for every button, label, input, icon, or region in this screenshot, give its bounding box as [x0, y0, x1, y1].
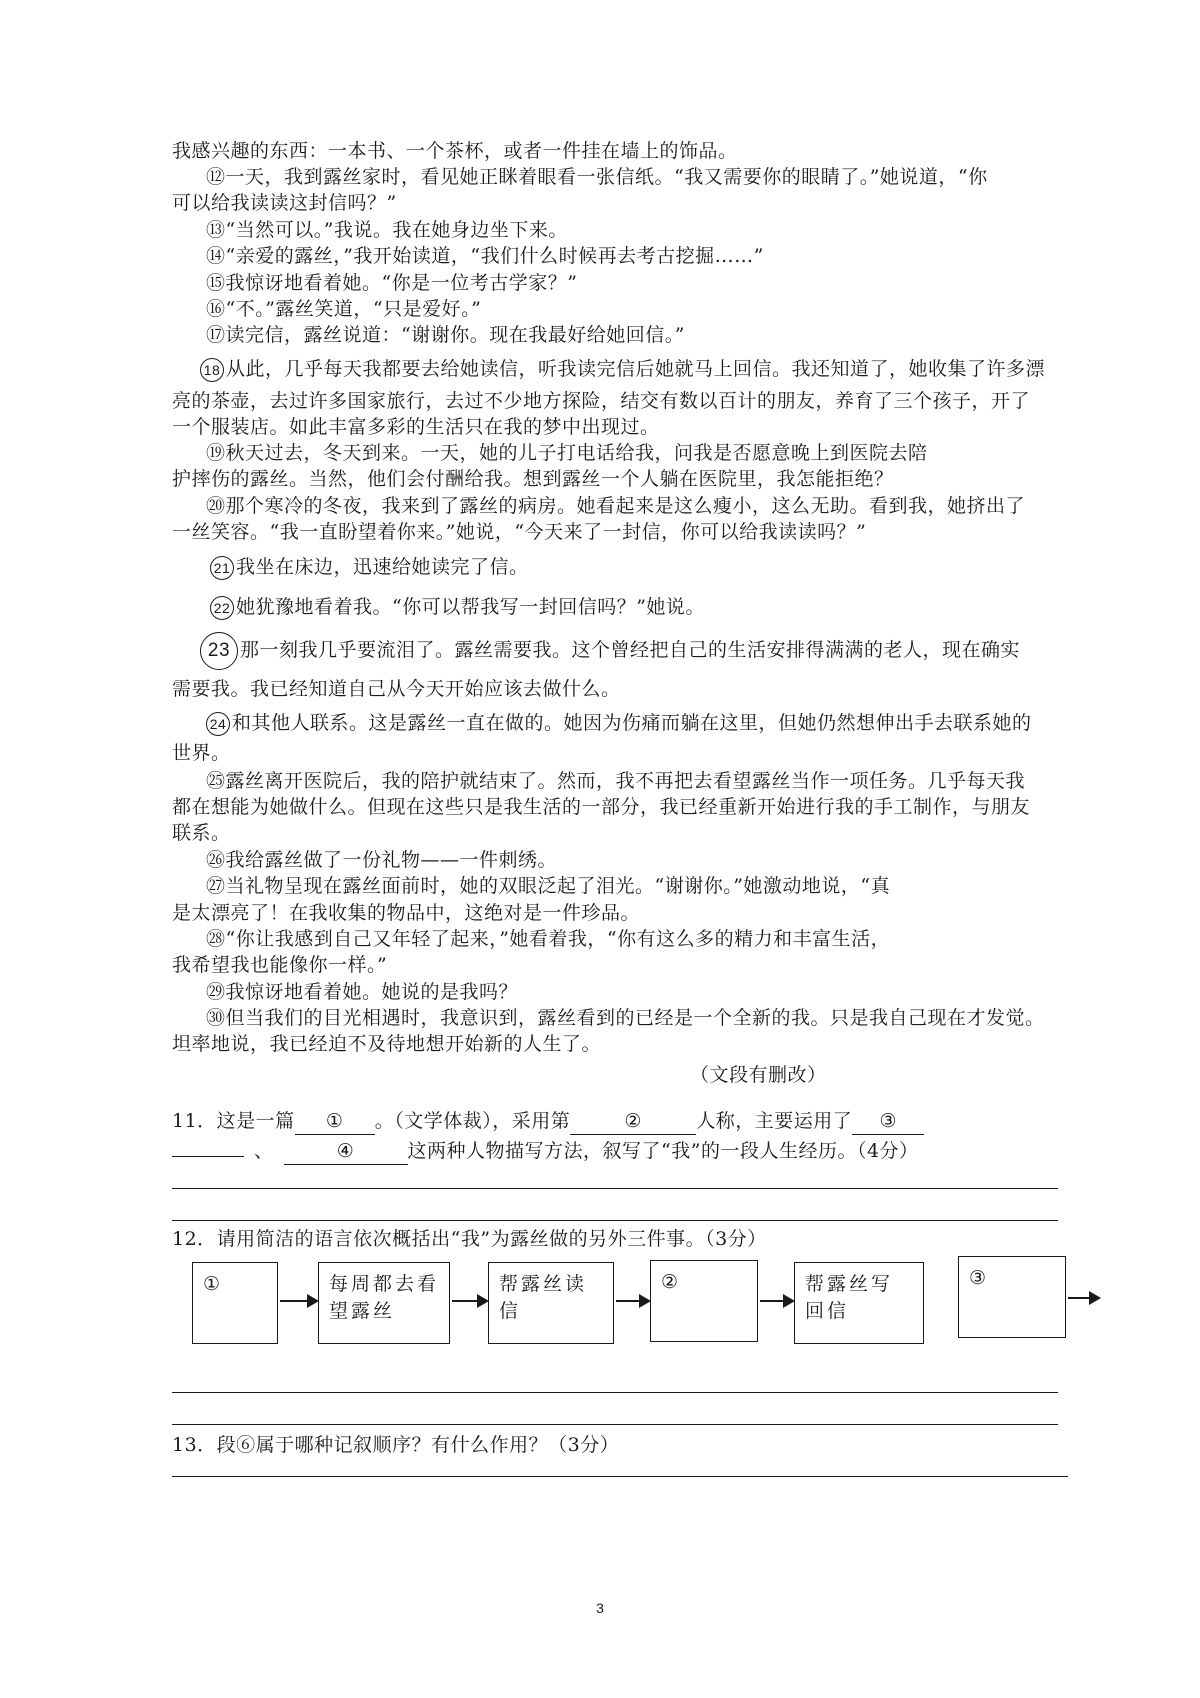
q11-text: 这两种人物描写方法，叙写了“我”的一段人生经历。（4分） [407, 1140, 919, 1162]
paragraph-18 [200, 356, 1045, 382]
flow-arrow [1068, 1297, 1098, 1299]
paragraph-12-cont: 可以给我读读这封信吗？” [172, 192, 397, 214]
question-13-title: 13．段⑥属于哪种记叙顺序？有什么作用？（3分） [172, 1434, 620, 1456]
paragraph-number-24: 24 [206, 712, 230, 736]
paragraph-29: ㉙我惊讶地看着她。她说的是我吗？ [206, 981, 519, 1003]
answer-line[interactable] [172, 1424, 1058, 1425]
paragraph-number-18: 18 [200, 358, 224, 382]
answer-blank-4[interactable]: ④ [284, 1138, 408, 1165]
paragraph-21 [210, 554, 529, 580]
question-11-cont [172, 1138, 919, 1165]
paragraph-16: ⑯“不。”露丝笑道，“只是爱好。” [206, 298, 482, 320]
paragraph-23-text: 那一刻我几乎要流泪了。露丝需要我。这个曾经把自己的生活安排得满满的老人，现在确实 [240, 639, 1021, 661]
flow-box-read: 帮露丝读信 [488, 1262, 614, 1344]
paragraph-18-text: 从此，几乎每天我都要去给她读信，听我读完信后她就马上回信。我还知道了，她收集了许多漂 [226, 358, 1046, 380]
paragraph-14: ⑭“亲爱的露丝，”我开始读道，“我们什么时候再去考古挖掘……” [206, 245, 764, 267]
paragraph-30-cont: 坦率地说，我已经迫不及待地想开始新的人生了。 [172, 1033, 602, 1055]
question-12-title: 12．请用简洁的语言依次概括出“我”为露丝做的另外三件事。（3分） [172, 1228, 767, 1250]
paragraph-23-cont: 需要我。我已经知道自己从今天开始应该去做什么。 [172, 678, 621, 700]
paragraph-26: ㉖我给露丝做了一份礼物——一件刺绣。 [206, 849, 558, 871]
answer-blank-2[interactable]: ② [570, 1108, 696, 1135]
paragraph-25: ㉕露丝离开医院后，我的陪护就结束了。然而，我不再把去看望露丝当作一项任务。几乎每天我 [206, 770, 1026, 792]
flow-box-blank-1[interactable]: ① [192, 1262, 278, 1344]
answer-blank-1[interactable]: ① [295, 1108, 375, 1135]
paragraph-24-cont: 世界。 [172, 742, 231, 764]
paragraph-number-23: 23 [200, 632, 238, 670]
answer-line[interactable] [172, 1188, 1058, 1189]
flow-box-write: 帮露丝写回信 [794, 1262, 924, 1344]
flow-arrow [616, 1300, 648, 1302]
paragraph-18-cont: 一个服装店。如此丰富多彩的生活只在我的梦中出现过。 [172, 416, 660, 438]
flow-arrow [452, 1300, 486, 1302]
paragraph-30: ㉚但当我们的目光相遇时，我意识到，露丝看到的已经是一个全新的我。只是我自己现在才发觉。 [206, 1007, 1045, 1029]
q11-text: 人称，主要运用了 [696, 1110, 853, 1132]
paragraph-28-cont: 我希望我也能像你一样。” [172, 954, 388, 976]
paragraph-19-cont: 护摔伤的露丝。当然，他们会付酬给我。想到露丝一个人躺在医院里，我怎能拒绝？ [172, 468, 894, 490]
q11-text: 11．这是一篇 [172, 1110, 295, 1132]
paragraph-18-cont: 亮的茶壶，去过许多国家旅行，去过不少地方探险，结交有数以百计的朋友，养育了三个孩子，开了 [172, 390, 1031, 412]
paragraph-12: ⑫一天，我到露丝家时，看见她正眯着眼看一张信纸。“我又需要你的眼睛了。”她说道，“你 [206, 166, 988, 188]
paragraph-24-text: 和其他人联系。这是露丝一直在做的。她因为伤痛而躺在这里，但她仍然想伸出手去联系她的 [232, 712, 1032, 734]
paragraph-15: ⑮我惊讶地看着她。“你是一位考古学家？” [206, 272, 578, 294]
paragraph-24 [206, 710, 1032, 736]
paragraph-number-21: 21 [210, 556, 234, 580]
paragraph-21-text: 我坐在床边，迅速给她读完了信。 [236, 556, 529, 578]
paragraph-25-cont: 联系。 [172, 822, 231, 844]
flow-arrow [760, 1300, 792, 1302]
q11-text: 、 [254, 1140, 274, 1162]
answer-line[interactable] [172, 1476, 1068, 1477]
flow-arrow [280, 1300, 316, 1302]
paragraph-22 [210, 594, 705, 620]
paragraph-23 [200, 630, 1020, 670]
paragraph-27: ㉗当礼物呈现在露丝面前时，她的双眼泛起了泪光。“谢谢你。”她激动地说，“真 [206, 875, 891, 897]
passage-line: 我感兴趣的东西：一本书、一个茶杯，或者一件挂在墙上的饰品。 [172, 140, 738, 162]
paragraph-number-22: 22 [210, 596, 234, 620]
paragraph-19: ⑲秋天过去，冬天到来。一天，她的儿子打电话给我，问我是否愿意晚上到医院去陪 [206, 442, 928, 464]
q11-text: 。（文学体裁），采用第 [374, 1110, 571, 1132]
paragraph-22-text: 她犹豫地看着我。“你可以帮我写一封回信吗？”她说。 [236, 596, 705, 618]
paragraph-28: ㉘“你让我感到自己又年轻了起来，”她看着我，“你有这么多的精力和丰富生活， [206, 928, 891, 950]
paragraph-17: ⑰读完信，露丝说道：“谢谢你。现在我最好给她回信。” [206, 324, 685, 346]
paragraph-20: ⑳那个寒冷的冬夜，我来到了露丝的病房。她看起来是这么瘦小，这么无助。看到我，她挤出了 [206, 495, 1026, 517]
flow-box-blank-3[interactable]: ③ [958, 1256, 1066, 1338]
flow-box-blank-2[interactable]: ② [650, 1260, 758, 1342]
paragraph-25-cont: 都在想能为她做什么。但现在这些只是我生活的一部分，我已经重新开始进行我的手工制作，与朋友 [172, 796, 1031, 818]
page-number: 3 [596, 1600, 604, 1616]
paragraph-20-cont: 一丝笑容。“我一直盼望着你来。”她说，“今天来了一封信，你可以给我读读吗？” [172, 521, 867, 543]
answer-blank-3[interactable]: ③ [852, 1108, 924, 1135]
paragraph-27-cont: 是太漂亮了！在我收集的物品中，这绝对是一件珍品。 [172, 902, 641, 924]
paragraph-13: ⑬“当然可以。”我说。我在她身边坐下来。 [206, 219, 568, 241]
answer-line[interactable] [172, 1392, 1058, 1393]
question-11 [172, 1108, 924, 1135]
source-note: （文段有删改） [690, 1064, 827, 1086]
answer-blank-3-cont[interactable] [172, 1156, 244, 1157]
answer-line[interactable] [172, 1220, 1058, 1221]
flow-box-visit: 每周都去看望露丝 [318, 1262, 450, 1344]
